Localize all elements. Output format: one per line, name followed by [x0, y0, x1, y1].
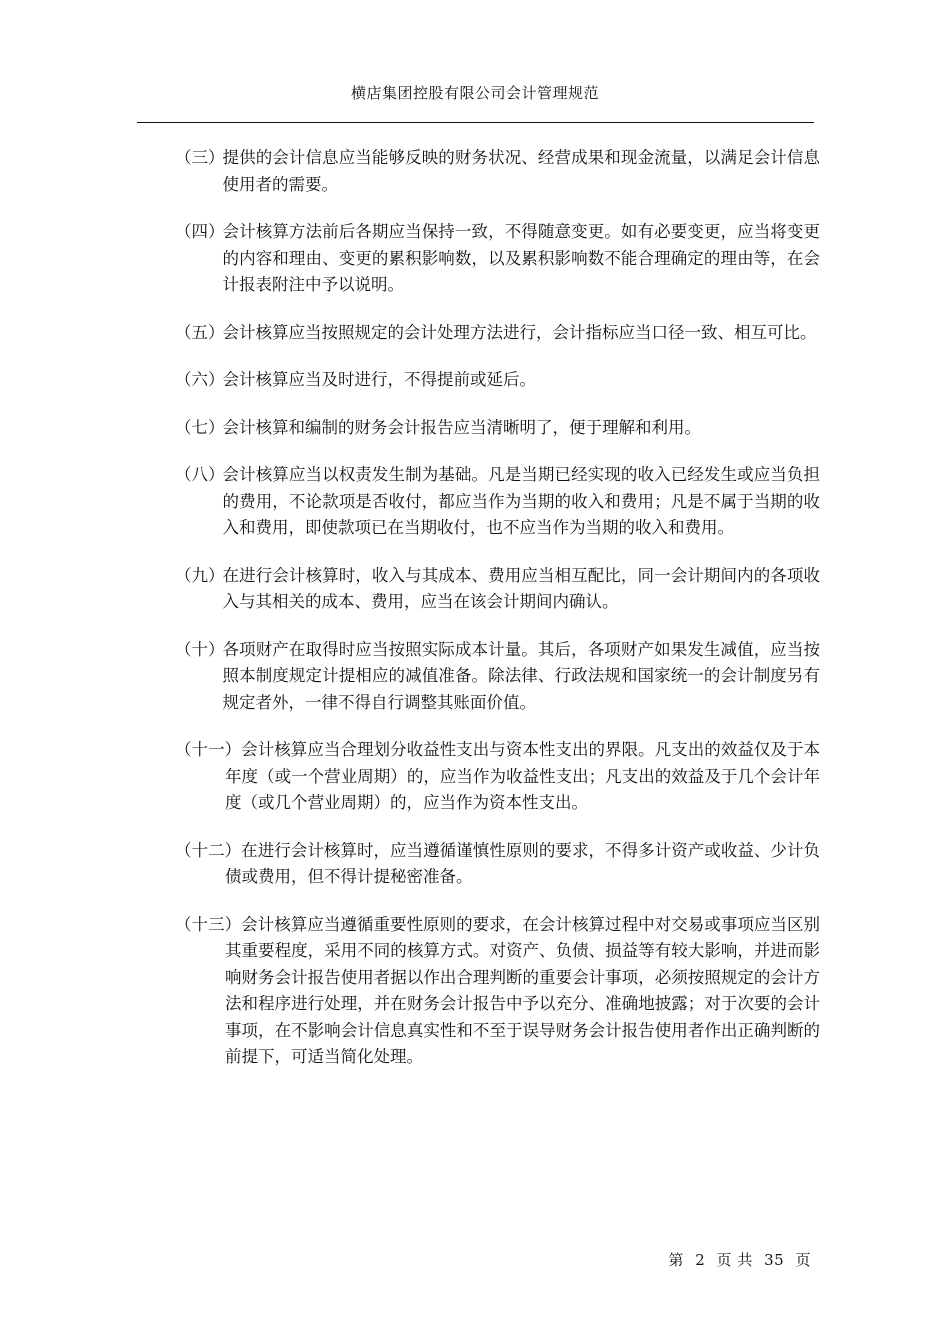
clause-8 — [175, 462, 820, 542]
clause-text: 会计核算和编制的财务会计报告应当清晰明了，便于理解和利用。 — [222, 417, 701, 437]
clause-number: （十） — [175, 639, 225, 659]
clause-11 — [175, 737, 820, 817]
clause-3 — [175, 145, 820, 198]
clause-text: 会计核算应当遵循重要性原则的要求，在会计核算过程中对交易或事项应当区别其重要程度，采用不同的核算方式。对资产、负债、损益等有较大影响，并进而影响财务会计报告使用者据以作出合理判断的重要会计事项，必须按照规定的会计方法和程序进行处理，并在财务会计报告中予以充分、准确地披露；对于次要的会计事项，在不影响会计信息真实性和不至于误导财务会计报告使用者作出正确判断的前提下，可适当简化处理。 — [225, 914, 821, 1066]
footer-middle: 页 共 — [716, 1251, 753, 1269]
clause-text: 在进行会计核算时，应当遵循谨慎性原则的要求，不得多计资产或收益、少计负债或费用，但不得计提秘密准备。 — [225, 840, 821, 886]
clause-text: 会计核算应当以权责发生制为基础。凡是当期已经实现的收入已经发生或应当负担的费用，不论款项是否收付，都应当作为当期的收入和费用；凡是不属于当期的收入和费用，即使款项已在当期收付，也不应当作为当期的收入和费用。 — [222, 465, 820, 537]
clause-9 — [175, 563, 820, 616]
clause-text: 提供的会计信息应当能够反映的财务状况、经营成果和现金流量，以满足会计信息使用者的需要。 — [222, 148, 820, 194]
total-page-count: 35 — [764, 1251, 785, 1269]
clause-4 — [175, 219, 820, 299]
current-page-number: 2 — [695, 1251, 706, 1269]
clause-text: 各项财产在取得时应当按照实际成本计量。其后，各项财产如果发生减值，应当按照本制度规定计提相应的减值准备。除法律、行政法规和国家统一的会计制度另有规定者外，一律不得自行调整其账面价值。 — [222, 639, 820, 712]
clause-number: （八） — [175, 465, 225, 484]
clause-text: 在进行会计核算时，收入与其成本、费用应当相互配比，同一会计期间内的各项收入与其相关的成本、费用，应当在该会计期间内确认。 — [222, 565, 820, 611]
clause-number: （五） — [175, 322, 225, 342]
clause-number: （十一） — [175, 740, 242, 759]
clause-13 — [175, 912, 820, 1071]
clause-12 — [175, 838, 820, 891]
clause-number: （六） — [175, 370, 225, 389]
header-divider — [137, 122, 814, 123]
footer-suffix: 页 — [795, 1251, 811, 1269]
clause-7 — [175, 415, 820, 442]
page-number-footer — [665, 1249, 814, 1270]
clause-6 — [175, 367, 820, 394]
clause-number: （七） — [175, 417, 225, 437]
document-body — [175, 145, 820, 1071]
clause-10 — [175, 637, 820, 717]
clause-text: 会计核算应当合理划分收益性支出与资本性支出的界限。凡支出的效益仅及于本年度（或一个营业周期）的，应当作为收益性支出；凡支出的效益及于几个会计年度（或几个营业周期）的，应当作为资本性支出。 — [225, 740, 821, 812]
clause-text: 会计核算方法前后各期应当保持一致，不得随意变更。如有必要变更，应当将变更的内容和理由、变更的累积影响数，以及累积影响数不能合理确定的理由等，在会计报表附注中予以说明。 — [222, 222, 820, 294]
clause-number: （四） — [175, 222, 225, 241]
clause-number: （十三） — [175, 914, 242, 934]
clause-number: （九） — [175, 565, 225, 585]
clause-5 — [175, 320, 820, 347]
clause-number: （三） — [175, 148, 225, 167]
clause-number: （十二） — [175, 840, 242, 860]
clause-text: 会计核算应当按照规定的会计处理方法进行，会计指标应当口径一致、相互可比。 — [222, 322, 817, 342]
footer-prefix: 第 — [668, 1251, 684, 1269]
page-header: 横店集团控股有限公司会计管理规范 — [350, 84, 599, 102]
clause-text: 会计核算应当及时进行，不得提前或延后。 — [222, 370, 536, 389]
